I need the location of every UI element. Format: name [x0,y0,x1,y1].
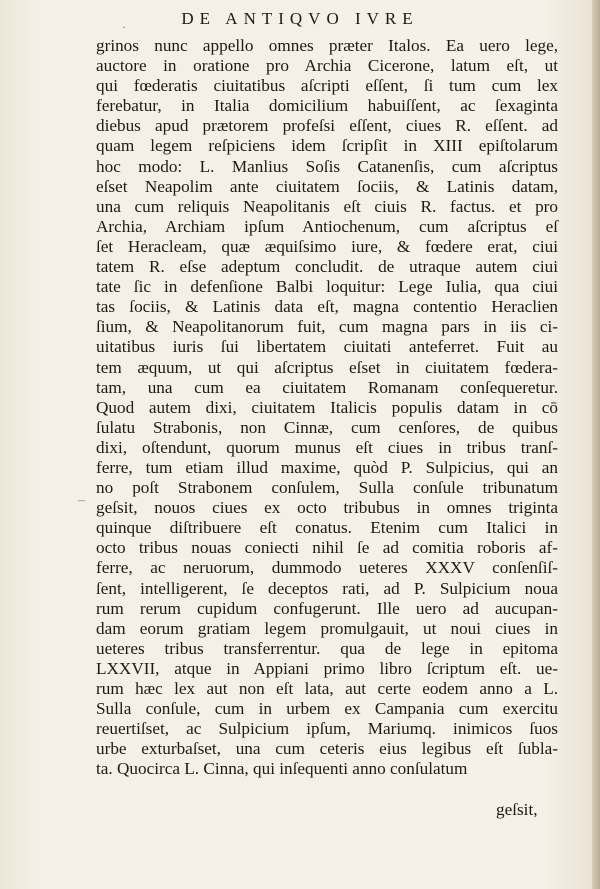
text-line: dam eorum gratiam legem promulgauit, ut noui ciues in [96,618,558,638]
text-line: octo tribus nouas coniecti nihil ſe ad comitia roboris af- [96,538,558,558]
text-line: rum rerum cupidum confugerunt. Ille uero ad aucupan- [96,598,558,618]
text-line: rum hæc lex aut non eſt lata, aut certe eodem anno a L. [96,679,558,698]
text-line: tatem R. eſse adeptum concludit. de utraque autem ciui [96,257,558,277]
text-line: tam, una cum ea ciuitatem Romanam conſequeretur. [96,377,558,397]
text-line: no poſt Strabonem conſulem, Sulla conſule tribunatum [96,478,558,498]
text-line: hoc modo: L. Manlius Soſis Catanenſis, cum aſcriptus [96,156,558,176]
text-line: Sulla conſule, cum in urbem ex Campania cum exercitu [96,699,558,719]
text-line: ta. Quocirca L. Cinna, qui inſequenti anno conſulatum [96,759,468,779]
text-line: Archia, Archiam ipſum Antiochenum, cum aſcriptus eſ [96,216,558,236]
text-line: LXXVII, atque in Appiani primo libro ſcriptum eſt. ue- [96,658,558,678]
text-line: Quod autem dixi, ciuitatem Italicis populis datam in cō [96,397,558,417]
text-line: una cum reliquis Neapolitanis eſt ciuis R. factus. et pro [96,196,558,216]
text-line: ſulatu Strabonis, non Cinnæ, cum cenſores, de quibus [96,417,558,437]
text-line: ferre, tum etiam illud maxime, quòd P. Sulpicius, qui an [96,457,558,477]
text-line: tas ſociis, & Latinis data eſt, magna contentio Heraclien [96,297,558,317]
text-line: tate ſic in defenſione Balbi loquitur: Lege Iulia, qua ciui [96,277,558,297]
running-head: DE ANTIQVO IVRE [181,9,419,28]
text-line: ſet Heracleam, quæ æquiſsimo iure, & fœdere erat, ciui [96,236,558,256]
text-line: ſent, intelligerent, ſe deceptos rati, ad P. Sulpicium noua [96,578,558,598]
text-line: tem æquum, ut qui aſcriptus eſset in ciuitatem fœdera- [96,357,558,377]
ink-mark: · [122,20,126,34]
page-spine-shadow [592,0,600,889]
text-line: ſium, & Neapolitanorum fuit, cum magna pars in iis ci- [96,317,558,337]
text-line: eſset Neapolim ante ciuitatem ſociis, & Latinis datam, [96,176,558,196]
text-line: geſsit, nouos ciues ex octo tribubus in omnes triginta [96,498,558,518]
text-line: reuertiſset, ac Sulpicium ipſum, Mariumq. inimicos ſuos [96,719,558,739]
margin-mark: – [78,493,85,508]
catchword: geſsit, [496,800,538,819]
text-line: quinque diſtribuere eſt conatus. Etenim cum Italici in [96,518,558,538]
text-line: grinos nunc appello omnes præter Italos. Ea uero lege, [96,36,558,55]
body-text [96,36,558,779]
text-line: auctore in oratione pro Archia Cicerone, latum eſt, ut [96,56,558,76]
text-line: ferre, ac neruorum, dummodo ueteres XXXV conſenſiſ- [96,558,558,578]
text-line: ueteres tribus transferrentur. qua de lege in epitoma [96,638,558,658]
text-line: diebus apud prætorem profeſsi eſſent, ciues R. eſſent. ad [96,116,558,136]
text-line: urbe exturbaſset, una cum ceteris eius legibus eſt ſubla- [96,739,558,759]
text-line: qui fœderatis ciuitatibus aſcripti eſſent, ſi tum cum lex [96,76,558,96]
text-line: uitatibus iuris ſui libertatem ciuitati anteferret. Fuit au [96,337,558,357]
text-line: quam legem reſpiciens idem ſcripſit in XIII epiſtolarum [96,136,558,156]
text-line: dixi, oſtendunt, quorum munus eſt ciues in tribus tranſ- [96,437,558,457]
text-line: ferebatur, in Italia domicilium habuiſſent, ac ſexaginta [96,96,558,116]
